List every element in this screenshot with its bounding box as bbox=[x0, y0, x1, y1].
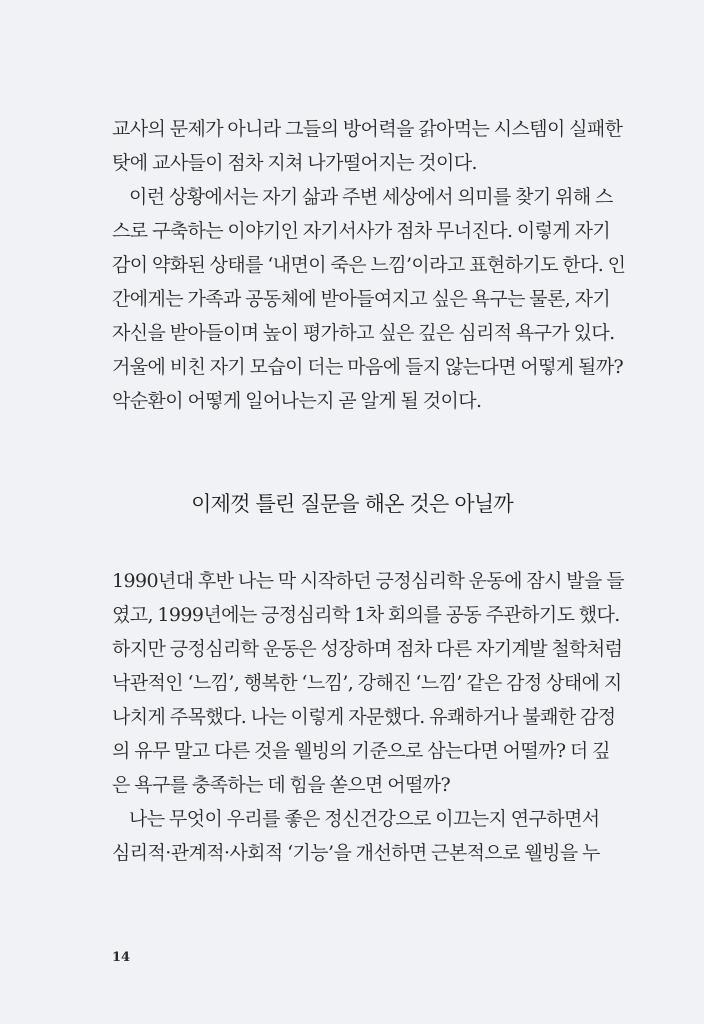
body-line: 은 욕구를 충족하는 데 힘을 쏟으면 어떨까? bbox=[112, 774, 451, 796]
body-line: 교사의 문제가 아니라 그들의 방어력을 갉아먹는 시스템이 실패한 bbox=[112, 118, 623, 140]
body-line: 이런 상황에서는 자기 삶과 주변 세상에서 의미를 찾기 위해 스 bbox=[129, 186, 613, 208]
body-line: 나는 무엇이 우리를 좋은 정신건강으로 이끄는지 연구하면서 bbox=[129, 808, 600, 830]
body-line: 1990년대 후반 나는 막 시작하던 긍정심리학 운동에 잠시 발을 들 bbox=[112, 570, 625, 592]
body-line: 하지만 긍정심리학 운동은 성장하며 점차 다른 자기계발 철학처럼 bbox=[112, 638, 623, 660]
body-line: 였고, 1999년에는 긍정심리학 1차 회의를 공동 주관하기도 했다. bbox=[112, 604, 620, 626]
body-line: 자신을 받아들이며 높이 평가하고 싶은 깊은 심리적 욕구가 있다. bbox=[112, 322, 615, 344]
body-line: 심리적·관계적·사회적 ‘기능’을 개선하면 근본적으로 웰빙을 누 bbox=[112, 842, 600, 864]
body-line: 거울에 비친 자기 모습이 더는 마음에 들지 않는다면 어떻게 될까? bbox=[112, 356, 624, 378]
body-line: 간에게는 가족과 공동체에 받아들여지고 싶은 욕구는 물론, 자기 bbox=[112, 288, 611, 310]
body-line: 스로 구축하는 이야기인 자기서사가 점차 무너진다. 이렇게 자기 bbox=[112, 220, 611, 242]
body-line: 탓에 교사들이 점차 지쳐 나가떨어지는 것이다. bbox=[112, 152, 477, 174]
section-heading: 이제껏 틀린 질문을 해온 것은 아닐까 bbox=[191, 492, 513, 516]
body-line: 나치게 주목했다. 나는 이렇게 자문했다. 유쾌하거나 불쾌한 감정 bbox=[112, 706, 616, 728]
body-line: 낙관적인 ‘느낌’, 행복한 ‘느낌’, 강해진 ‘느낌’ 같은 감정 상태에 지 bbox=[112, 672, 622, 694]
body-line: 악순환이 어떻게 일어나는지 곧 알게 될 것이다. bbox=[112, 390, 482, 412]
body-line: 감이 약화된 상태를 ‘내면이 죽은 느낌’이라고 표현하기도 한다. 인 bbox=[112, 254, 626, 276]
page-number: 14 bbox=[112, 950, 131, 965]
body-line: 의 유무 말고 다른 것을 웰빙의 기준으로 삼는다면 어떨까? 더 깊 bbox=[112, 740, 610, 762]
